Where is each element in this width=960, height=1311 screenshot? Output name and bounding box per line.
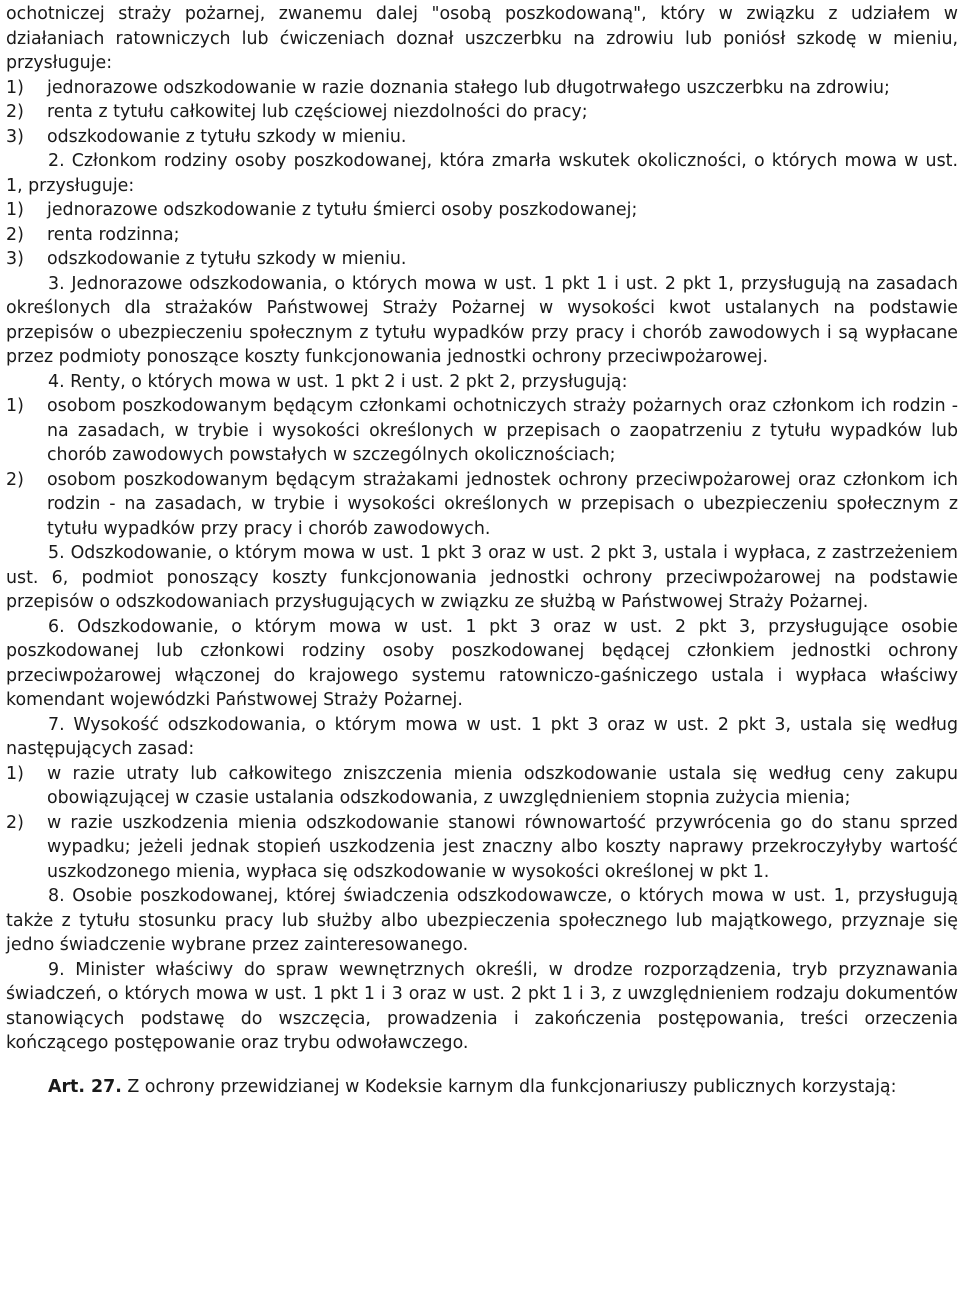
list-item-text: odszkodowanie z tytułu szkody w mieniu.: [47, 249, 407, 269]
paragraph-8: 8. Osobie poszkodowanej, której świadczenia odszkodowawcze, o których mowa w ust. 1, przysługują także z tytułu stosunku pracy lub służby albo ubezpieczenia społecznego lub majątkowego, przyznaje się jedno świadczenie wybrane przez zainteresowanego.: [6, 886, 958, 955]
list-item-text: w razie utraty lub całkowitego zniszczenia mienia odszkodowanie ustala się według ceny zakupu obowiązującej w czasie ustalania odszkodowania, z uwzględnieniem stopnia zużycia mienia;: [47, 763, 958, 808]
list-item: [6, 125, 958, 150]
list-item-text: renta z tytułu całkowitej lub częściowej niezdolności do pracy;: [47, 102, 588, 122]
list-item-number: 2): [6, 469, 24, 490]
document-page: [6, 2, 958, 1099]
list-item-text: renta rodzinna;: [47, 224, 180, 245]
paragraph-6: 6. Odszkodowanie, o którym mowa w ust. 1 pkt 3 oraz w ust. 2 pkt 3, przysługujące osobie poszkodowanej lub członkowi rodziny osoby poszkodowanej będącej członkiem jednostki ochrony przeciwpożarowej włączonej do krajowego systemu ratowniczo-gaśniczego ustala i wypłaca właściwy komendant wojewódzki Państwowej Straży Pożarnej.: [6, 616, 958, 710]
list-item: [6, 198, 958, 223]
paragraph-2: 2. Członkom rodziny osoby poszkodowanej, która zmarła wskutek okoliczności, o których mowa w ust. 1, przysługuje:: [6, 151, 958, 196]
list-item-number: 1): [6, 763, 24, 784]
list-item: [6, 394, 958, 468]
list-item-text: jednorazowe odszkodowanie w razie doznania stałego lub długotrwałego uszczerbku na zdrowiu;: [47, 77, 890, 98]
paragraph-5: 5. Odszkodowanie, o którym mowa w ust. 1 pkt 3 oraz w ust. 2 pkt 3, ustala i wypłaca, z zastrzeżeniem ust. 6, podmiot ponoszący koszty funkcjonowania jednostki ochrony przeciwpożarowej na podstawie przepisów o odszkodowaniach przysługujących w związku ze służbą w Państwowej Straży Pożarnej.: [6, 543, 958, 612]
list-item: [6, 223, 958, 248]
list-item: [6, 468, 958, 542]
list-item-number: 1): [6, 77, 24, 98]
paragraph-4: 4. Renty, o których mowa w ust. 1 pkt 2 i ust. 2 pkt 2, przysługują:: [48, 371, 628, 392]
paragraph-7: 7. Wysokość odszkodowania, o którym mowa w ust. 1 pkt 3 oraz w ust. 2 pkt 3, ustala się według następujących zasad:: [6, 714, 958, 759]
list-item-number: 2): [6, 102, 24, 122]
list-item-text: jednorazowe odszkodowanie z tytułu śmierci osoby poszkodowanej;: [47, 200, 638, 220]
paragraph-3: 3. Jednorazowe odszkodowania, o których mowa w ust. 1 pkt 1 i ust. 2 pkt 1, przysługują na zasadach określonych dla strażaków Państwowej Straży Pożarnej w wysokości kwot ustalanych na podstawie przepisów o ubezpieczeniu społecznym z tytułu wypadków przy pracy i chorób zawodowych i są wypłacane przez podmioty ponoszące koszty funkcjonowania jednostki ochrony przeciwpożarowej.: [6, 273, 958, 367]
list-item: [6, 100, 958, 125]
list-item-text: osobom poszkodowanym będącym członkami ochotniczych straży pożarnych oraz członkom ich rodzin - na zasadach, w trybie i wysokości określonych w przepisach o zaopatrzeniu z tytułu wypadków lub chorób zawodowych powstałych w szczególnych okolicznościach;: [47, 396, 958, 465]
list-item-text: odszkodowanie z tytułu szkody w mieniu.: [47, 126, 407, 147]
intro-paragraph: ochotniczej straży pożarnej, zwanemu dalej "osobą poszkodowaną", który w związku z udziałem w działaniach ratowniczych lub ćwiczeniach doznał uszczerbku na zdrowiu lub poniósł szkodę w mieniu, przysługuje:: [6, 4, 958, 73]
article-label: Art. 27.: [48, 1076, 122, 1097]
list-item-text: osobom poszkodowanym będącym strażakami jednostek ochrony przeciwpożarowej oraz członkom ich rodzin - na zasadach, w trybie i wysokości określonych w przepisach o ubezpieczeniu społecznym z tytułu wypadków przy pracy i chorób zawodowych.: [47, 469, 958, 539]
list-item-number: 1): [6, 396, 24, 416]
list-item: [6, 247, 958, 272]
list-item: [6, 762, 958, 811]
list-item: [6, 76, 958, 101]
article-text: Z ochrony przewidzianej w Kodeksie karnym dla funkcjonariuszy publicznych korzystają:: [127, 1076, 897, 1097]
list-item-number: 1): [6, 200, 24, 220]
list-item-text: w razie uszkodzenia mienia odszkodowanie stanowi równowartość przywrócenia go do stanu sprzed wypadku; jeżeli jednak stopień uszkodzenia jest znaczny albo koszty naprawy przekroczyłyby wartość uszkodzonego mienia, wypłaca się odszkodowanie w wysokości określonej w pkt 1.: [47, 812, 958, 882]
list-item-number: 2): [6, 224, 24, 245]
list-item-number: 3): [6, 249, 24, 269]
list-item: [6, 811, 958, 885]
list-item-number: 2): [6, 812, 24, 833]
list-item-number: 3): [6, 126, 24, 147]
paragraph-9: 9. Minister właściwy do spraw wewnętrznych określi, w drodze rozporządzenia, tryb przyznawania świadczeń, o których mowa w ust. 1 pkt 1 i 3 oraz w ust. 2 pkt 1 i 3, z uwzględnieniem rodzaju dokumentów stanowiących podstawę do wszczęcia, prowadzenia i zakończenia postępowania, treści orzeczenia kończącego postępowanie oraz trybu odwoławczego.: [6, 959, 958, 1053]
section-gap: [6, 1056, 958, 1075]
article-27: [6, 1075, 958, 1100]
